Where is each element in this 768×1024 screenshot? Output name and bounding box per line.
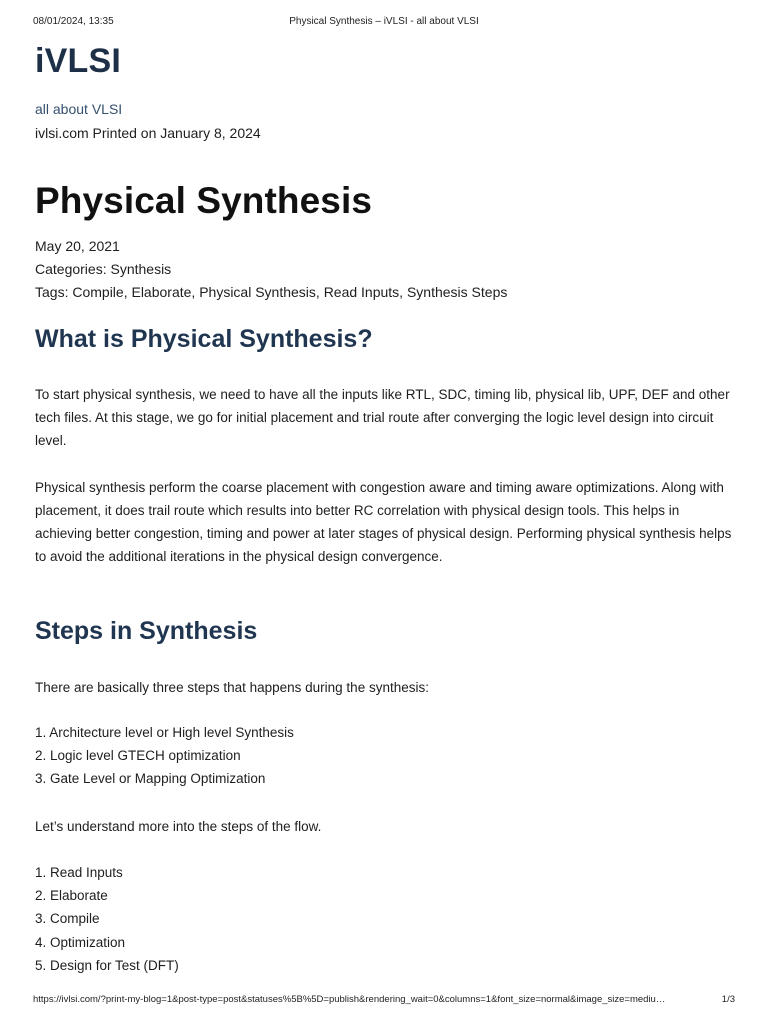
print-footer	[33, 994, 735, 1008]
post-tags: Tags: Compile, Elaborate, Physical Synthesis, Read Inputs, Synthesis Steps	[35, 284, 508, 300]
paragraph-steps-intro: There are basically three steps that happens during the synthesis:	[35, 680, 429, 695]
print-document-title: Physical Synthesis – iVLSI - all about VLSI	[289, 16, 479, 27]
list-item: 2. Elaborate	[35, 888, 108, 904]
site-tagline: all about VLSI	[35, 101, 123, 117]
page-number: 1/3	[721, 994, 735, 1005]
flow-steps-list	[35, 861, 179, 977]
paragraph-flow-intro: Let’s understand more into the steps of the flow.	[35, 819, 322, 834]
post-categories: Categories: Synthesis	[35, 261, 172, 277]
synthesis-steps-list	[35, 721, 294, 791]
print-url: https://ivlsi.com/?print-my-blog=1&post-type=post&statuses%5B%5D=publish&rendering_wait=0&columns=1&font_size=normal&image_size=mediu…	[33, 994, 666, 1005]
list-item: 2. Logic level GTECH optimization	[35, 748, 241, 764]
print-datetime: 08/01/2024, 13:35	[33, 16, 114, 27]
print-header	[33, 16, 735, 30]
list-item: 5. Design for Test (DFT)	[35, 957, 179, 973]
printed-note: ivlsi.com Printed on January 8, 2024	[35, 125, 261, 141]
section-heading-steps: Steps in Synthesis	[35, 617, 258, 645]
post-title: Physical Synthesis	[35, 180, 373, 221]
section-heading-what: What is Physical Synthesis?	[35, 325, 373, 353]
paragraph-placement: Physical synthesis perform the coarse placement with congestion aware and timing aware optimizations. Along with placement, it does trail route which results into better RC correlation with physical design tools. This helps in achieving better congestion, timing and power at later stages of physical design. Performing physical synthesis helps to avoid the additional iterations in the physical design convergence.	[35, 480, 732, 564]
list-item: 1. Architecture level or High level Synthesis	[35, 725, 294, 740]
list-item: 4. Optimization	[35, 934, 126, 950]
post-date: May 20, 2021	[35, 238, 120, 254]
list-item: 3. Gate Level or Mapping Optimization	[35, 771, 266, 787]
list-item: 1. Read Inputs	[35, 865, 123, 880]
list-item: 3. Compile	[35, 911, 100, 927]
paragraph-inputs: To start physical synthesis, we need to have all the inputs like RTL, SDC, timing lib, physical lib, UPF, DEF and other tech files. At this stage, we go for initial placement and trial route after converging the logic level design into circuit level.	[35, 387, 730, 448]
site-title[interactable]: iVLSI	[35, 42, 122, 80]
